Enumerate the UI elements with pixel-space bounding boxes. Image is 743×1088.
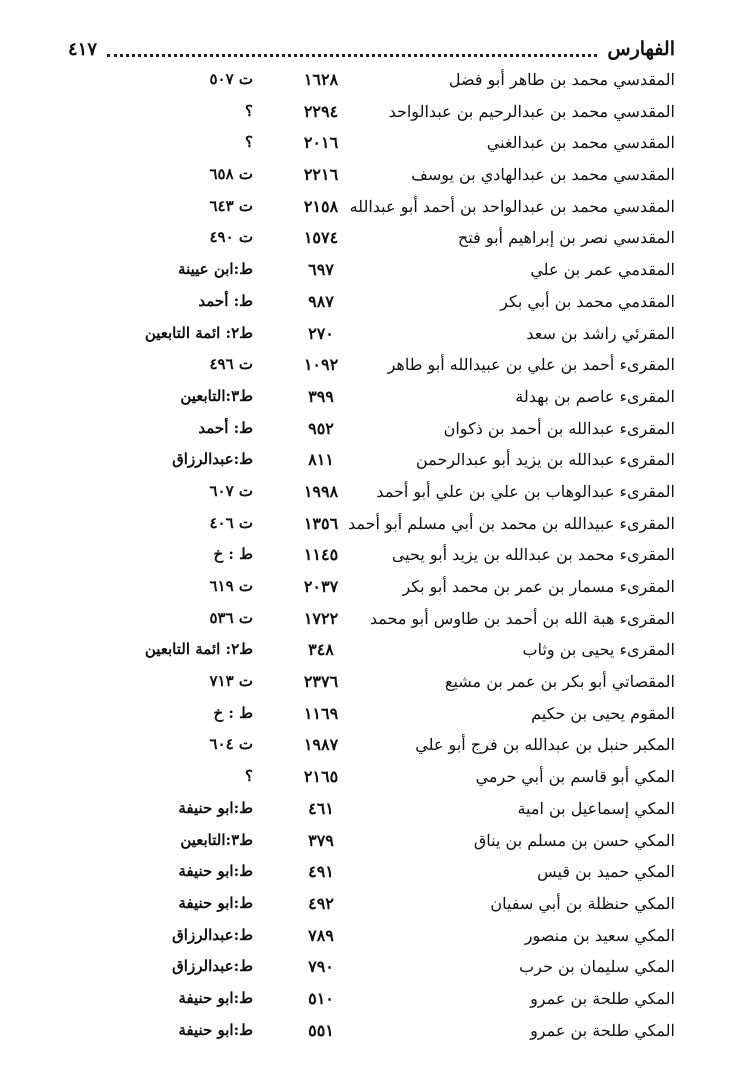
entry-name: المقدسي محمد بن عبدالواحد بن أحمد أبو عبدالله xyxy=(349,196,675,216)
index-entry xyxy=(0,793,743,825)
index-entry xyxy=(0,920,743,952)
index-entry xyxy=(0,127,743,159)
section-title: الفهارس xyxy=(607,38,675,60)
entry-name: المقصاتي أبو بكر بن عمر بن مشيع xyxy=(444,672,675,692)
entry-note: ط٢: ائمة التابعين xyxy=(144,640,253,659)
entry-name: المقرىء محمد بن عبدالله بن يزيد أبو يحيى xyxy=(391,545,675,565)
index-entry xyxy=(0,96,743,128)
index-entry xyxy=(0,444,743,476)
entry-note: ؟ xyxy=(245,101,253,120)
entry-number: ٢٧٠ xyxy=(308,323,334,343)
entry-name: المقدمي محمد بن أبي بكر xyxy=(500,291,675,311)
entry-note: ط:عبدالرزاق xyxy=(172,925,253,944)
entry-number: ٢٣٧٦ xyxy=(303,672,339,692)
entry-name: المكي حميد بن قيس xyxy=(537,862,675,882)
entry-name: المكي طلحة بن عمرو xyxy=(530,988,675,1008)
entry-number: ٢٠١٦ xyxy=(303,133,339,153)
entry-note: ت ٤٩٠ xyxy=(209,228,253,247)
index-entry xyxy=(0,286,743,318)
entry-number: ٤٦١ xyxy=(308,798,334,818)
entry-number: ١٩٨٧ xyxy=(303,735,339,755)
index-entry xyxy=(0,159,743,191)
entry-note: ط:ابن عيينة xyxy=(178,260,253,279)
entry-note: ت ٦٥٨ xyxy=(209,165,253,184)
entry-number: ١٦٢٨ xyxy=(303,70,339,89)
entry-note: ط:ابو حنيفة xyxy=(178,1020,253,1039)
entry-number: ١٣٥٦ xyxy=(303,513,339,533)
index-entry xyxy=(0,539,743,571)
entry-number: ٥١٠ xyxy=(308,988,334,1008)
entry-note: ط:ابو حنيفة xyxy=(178,988,253,1007)
entry-name: المقرىء عبيدالله بن محمد بن أبي مسلم أبو أحمد xyxy=(347,513,675,533)
entry-number: ٥٥١ xyxy=(308,1020,334,1040)
index-entry xyxy=(0,1015,743,1047)
entry-note: ط : خ xyxy=(213,545,253,564)
entry-name: المقدسي نصر بن إبراهيم أبو فتح xyxy=(457,228,675,248)
index-entry xyxy=(0,571,743,603)
index-entry xyxy=(0,666,743,698)
entry-note: ت ٤٠٦ xyxy=(209,513,253,532)
entry-note: ؟ xyxy=(245,133,253,152)
index-entry xyxy=(0,318,743,350)
entry-name: المقرىء عاصم بن بهدلة xyxy=(515,386,675,406)
entry-note: ط٢: ائمة التابعين xyxy=(144,323,253,342)
entry-number: ٣٩٩ xyxy=(308,386,334,406)
entry-note: ط٣:التابعين xyxy=(180,830,253,849)
leader-dots xyxy=(107,42,597,57)
entry-name: المكي طلحة بن عمرو xyxy=(530,1020,675,1040)
entry-name: المقدمي عمر بن علي xyxy=(530,260,675,280)
entry-note: ت ٥٣٦ xyxy=(209,608,253,627)
entry-number: ٢٢٩٤ xyxy=(303,101,339,121)
entry-number: ٧٩٠ xyxy=(308,957,334,977)
index-entry xyxy=(0,191,743,223)
entry-note: ت ٦٤٣ xyxy=(209,196,253,215)
index-list xyxy=(0,64,743,1046)
index-entry xyxy=(0,634,743,666)
entry-note: ط:ابو حنيفة xyxy=(178,862,253,881)
entry-name: المقرئي راشد بن سعد xyxy=(526,323,675,343)
entry-number: ٢٢١٦ xyxy=(303,165,339,185)
entry-number: ١٠٩٢ xyxy=(303,355,339,375)
entry-note: ط: أحمد xyxy=(198,291,253,310)
index-entry xyxy=(0,508,743,540)
entry-number: ١١٤٥ xyxy=(303,545,339,565)
entry-name: المقرىء عبدالوهاب بن علي بن علي أبو أحمد xyxy=(376,481,675,501)
entry-name: المقدسي محمد بن عبدالرحيم بن عبدالواحد xyxy=(388,101,675,121)
entry-note: ؟ xyxy=(245,767,253,786)
entry-number: ٤٩١ xyxy=(308,862,334,882)
index-entry xyxy=(0,603,743,635)
entry-number: ٢١٥٨ xyxy=(303,196,339,216)
entry-name: المقوم يحيى بن حكيم xyxy=(531,703,675,723)
index-entry xyxy=(0,951,743,983)
entry-number: ٩٨٧ xyxy=(308,291,334,311)
entry-name: المكي حسن بن مسلم بن يناق xyxy=(473,830,675,850)
index-entry xyxy=(0,856,743,888)
entry-number: ٢٠٣٧ xyxy=(303,577,339,596)
entry-note: ت ٧١٣ xyxy=(209,672,253,691)
index-entry xyxy=(0,254,743,286)
index-entry xyxy=(0,349,743,381)
entry-name: المقرىء يحيى بن وثاب xyxy=(522,640,675,660)
entry-name: المكي سعيد بن منصور xyxy=(524,925,675,945)
entry-number: ٢١٦٥ xyxy=(303,767,339,787)
entry-number: ١١٦٩ xyxy=(303,703,339,723)
index-entry xyxy=(0,698,743,730)
entry-name: المقرىء عبدالله بن يزيد أبو عبدالرحمن xyxy=(415,450,675,470)
entry-number: ٣٧٩ xyxy=(308,830,334,850)
entry-name: المقرىء أحمد بن علي بن عبيدالله أبو طاهر xyxy=(387,355,675,375)
entry-note: ط:عبدالرزاق xyxy=(172,450,253,469)
entry-name: المقرىء هبة الله بن أحمد بن طاوس أبو محمد xyxy=(369,608,675,628)
page-header xyxy=(68,34,675,64)
entry-note: ت ٥٠٧ xyxy=(209,70,253,88)
index-entry xyxy=(0,413,743,445)
entry-note: ت ٦٠٤ xyxy=(209,735,253,754)
entry-note: ط٣:التابعين xyxy=(180,386,253,405)
entry-name: المقدسي محمد بن عبدالغني xyxy=(486,133,675,153)
index-entry xyxy=(0,222,743,254)
entry-name: المقرىء مسمار بن عمر بن محمد أبو بكر xyxy=(402,577,675,596)
entry-name: المقدسي محمد بن طاهر أبو فضل xyxy=(448,70,675,89)
entry-name: المكي حنظلة بن أبي سفيان xyxy=(490,893,675,913)
entry-number: ٧٨٩ xyxy=(308,925,334,945)
entry-note: ت ٦٠٧ xyxy=(209,481,253,500)
index-entry xyxy=(0,983,743,1015)
index-entry xyxy=(0,888,743,920)
entry-note: ط: أحمد xyxy=(198,418,253,437)
index-entry xyxy=(0,381,743,413)
entry-number: ٩٥٢ xyxy=(308,418,334,438)
entry-name: المكبر حنبل بن عبدالله بن فرج أبو علي xyxy=(415,735,675,755)
entry-number: ١٥٧٤ xyxy=(303,228,339,248)
index-entry xyxy=(0,825,743,857)
entry-number: ٣٤٨ xyxy=(308,640,334,660)
entry-number: ١٩٩٨ xyxy=(303,481,339,501)
entry-number: ٦٩٧ xyxy=(308,260,334,280)
entry-note: ط:ابو حنيفة xyxy=(178,893,253,912)
entry-number: ٤٩٢ xyxy=(308,893,334,913)
entry-note: ط:عبدالرزاق xyxy=(172,957,253,976)
entry-note: ت ٦١٩ xyxy=(209,577,253,595)
entry-name: المقدسي محمد بن عبدالهادي بن يوسف xyxy=(411,165,675,185)
index-entry xyxy=(0,761,743,793)
entry-note: ت ٤٩٦ xyxy=(209,355,253,374)
page-number: ٤١٧ xyxy=(68,38,98,60)
entry-number: ١٧٢٢ xyxy=(303,608,339,628)
index-entry xyxy=(0,64,743,96)
entry-name: المقرىء عبدالله بن أحمد بن ذكوان xyxy=(443,418,675,438)
entry-name: المكي سليمان بن حرب xyxy=(519,957,675,977)
index-entry xyxy=(0,729,743,761)
entry-note: ط : خ xyxy=(213,703,253,722)
entry-note: ط:ابو حنيفة xyxy=(178,798,253,817)
entry-name: المكي إسماعيل بن امية xyxy=(517,798,675,818)
index-entry xyxy=(0,476,743,508)
entry-number: ٨١١ xyxy=(308,450,334,470)
entry-name: المكي أبو قاسم بن أبي حرمي xyxy=(475,767,675,787)
